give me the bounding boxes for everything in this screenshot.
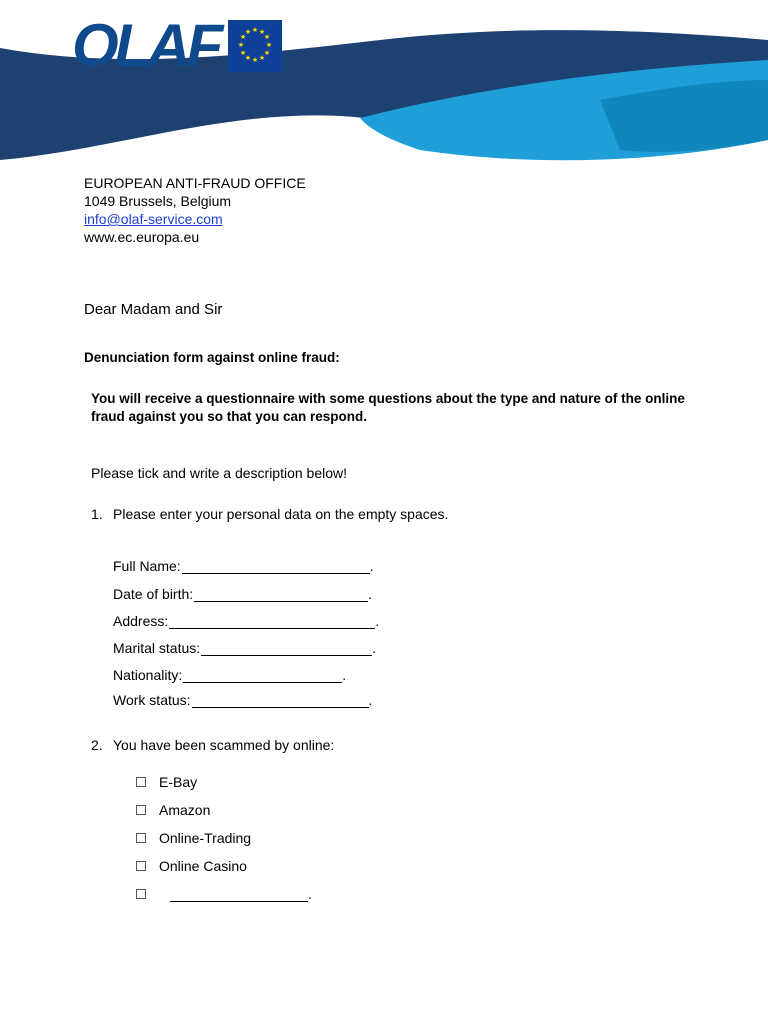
email-link[interactable]: info@olaf-service.com <box>84 211 223 227</box>
blank-line[interactable] <box>201 641 372 656</box>
intro-paragraph: You will receive a questionnaire with some questions about the type and nature of the online fraud against you so that you can respond. <box>91 391 685 424</box>
field-label: Date of birth: <box>113 586 194 602</box>
svg-text:★: ★ <box>239 49 247 57</box>
question-1 <box>91 506 448 522</box>
checkbox[interactable] <box>136 889 146 899</box>
blank-line[interactable] <box>194 587 368 602</box>
svg-text:★: ★ <box>237 41 245 49</box>
question-2-number: 2. <box>91 737 103 753</box>
option-label: Online-Trading <box>159 830 252 846</box>
option-label: E-Bay <box>159 774 198 790</box>
field-full-name[interactable]: Full Name: . <box>113 558 374 574</box>
question-1-text: Please enter your personal data on the empty spaces. <box>113 506 449 522</box>
question-2 <box>91 737 334 753</box>
checkbox[interactable] <box>136 861 146 871</box>
option-label: Online Casino <box>159 858 247 874</box>
field-address[interactable]: Address: . <box>113 613 380 629</box>
option-label: Amazon <box>159 802 211 818</box>
svg-text:★: ★ <box>251 26 259 34</box>
svg-text:★: ★ <box>263 33 271 41</box>
question-2-text: You have been scammed by online: <box>113 737 335 753</box>
question-1-number: 1. <box>91 506 103 522</box>
blank-line[interactable] <box>183 668 342 683</box>
field-label: Marital status: <box>113 640 201 656</box>
blank-line[interactable] <box>169 614 375 629</box>
blank-line[interactable] <box>182 559 370 574</box>
sender-address <box>84 174 306 246</box>
svg-text:★: ★ <box>251 56 259 64</box>
option-online-trading[interactable] <box>136 830 251 846</box>
website-text: www.ec.europa.eu <box>84 229 200 245</box>
checkbox[interactable] <box>136 805 146 815</box>
svg-text:★: ★ <box>258 28 266 36</box>
field-date-of-birth[interactable]: Date of birth: . <box>113 586 373 602</box>
svg-text:★: ★ <box>265 41 273 49</box>
logo-text: OLAF <box>72 12 220 79</box>
option-online-casino[interactable] <box>136 858 247 874</box>
svg-text:★: ★ <box>263 49 271 57</box>
field-work-status[interactable]: Work status: . <box>113 692 373 708</box>
svg-text:★: ★ <box>244 54 252 62</box>
option-ebay[interactable] <box>136 774 197 790</box>
checkbox[interactable] <box>136 833 146 843</box>
field-label: Address: <box>113 613 169 629</box>
svg-text:★: ★ <box>258 54 266 62</box>
blank-line[interactable] <box>192 693 369 708</box>
checkbox[interactable] <box>136 777 146 787</box>
greeting: Dear Madam and Sir <box>84 301 223 318</box>
option-amazon[interactable] <box>136 802 210 818</box>
field-marital-status[interactable]: Marital status: . <box>113 640 377 656</box>
eu-flag-icon <box>228 20 282 72</box>
subject-line: Denunciation form against online fraud: <box>84 350 340 365</box>
address-line-city: 1049 Brussels, Belgium <box>84 193 232 209</box>
blank-line[interactable] <box>170 887 308 902</box>
field-label: Work status: <box>113 692 191 708</box>
field-nationality[interactable]: Nationality: . <box>113 667 347 683</box>
svg-text:★: ★ <box>239 33 247 41</box>
field-label: Full Name: <box>113 558 181 574</box>
address-line-office: EUROPEAN ANTI-FRAUD OFFICE <box>84 175 306 191</box>
field-label: Nationality: <box>113 667 183 683</box>
svg-text:★: ★ <box>244 28 252 36</box>
instruction-text: Please tick and write a description below! <box>91 465 348 481</box>
option-other[interactable]: . <box>136 886 312 902</box>
